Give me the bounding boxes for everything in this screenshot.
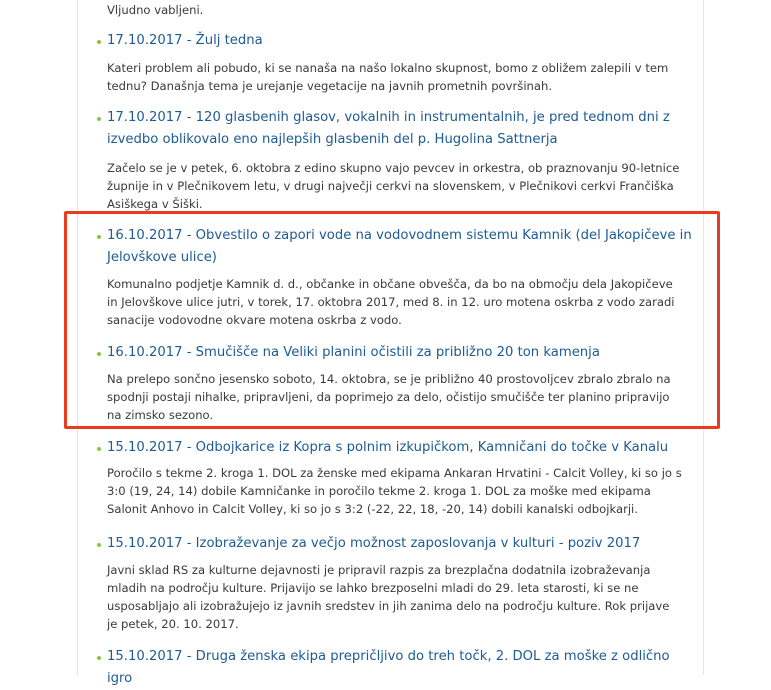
news-summary bbox=[107, 275, 697, 329]
summary-line: na zimsko sezono. bbox=[107, 408, 214, 422]
summary-line: Začelo se je v petek, 6. oktobra z edino skupno vajo pevcev in orkestra, ob praznovanju 90-letnice bbox=[107, 161, 680, 175]
news-title-link[interactable] bbox=[107, 437, 697, 459]
summary-line: je petek, 20. 10. 2017. bbox=[107, 617, 239, 631]
news-date: 15.10.2017 bbox=[107, 536, 183, 551]
news-date: 16.10.2017 bbox=[107, 228, 183, 243]
summary-line: Javni sklad RS za kulturne dejavnosti je pripravil razpis za brezplačna dodatnila izobraževanja bbox=[107, 563, 651, 577]
summary-line: Komunalno podjetje Kamnik d. d., občanke in občane obvešča, da bo na območju dela Jakopičeve bbox=[107, 277, 673, 291]
news-title-line: Izobraževanje za večjo možnost zaposlovanja v kulturi - poziv 2017 bbox=[195, 536, 641, 551]
summary-line: župnije in v Plečnikovem letu, v drugi največji cerkvi na slovenskem, v Plečnikovi cerkvi Frančiška bbox=[107, 179, 674, 193]
news-title-line: Odbojkarice iz Kopra s polnim izkupičkom, Kamničani do točke v Kanalu bbox=[195, 440, 669, 455]
news-date: 15.10.2017 bbox=[107, 440, 183, 455]
summary-line: usposabljajo ali izobražujejo iz javnih sredstev in jih zanima delo na področju kulture. Rok prijave bbox=[107, 599, 670, 613]
summary-line: Na prelepo sončno jesensko soboto, 14. oktobra, se je približno 40 prostovoljcev zbralo zbralo na bbox=[107, 372, 671, 386]
title-separator: - bbox=[182, 228, 196, 243]
news-summary bbox=[107, 159, 697, 213]
summary-line: Poročilo s tekme 2. kroga 1. DOL za ženske med ekipama Ankaran Hrvatini - Calcit Volley, ki so jo s bbox=[107, 466, 682, 480]
news-date: 17.10.2017 bbox=[107, 110, 183, 125]
summary-line: mladih na področju kulture. Prijavijo se lahko brezposelni mladi do 29. leta starosti, ki se ne bbox=[107, 581, 639, 595]
news-title-link[interactable] bbox=[107, 342, 697, 364]
news-date: 16.10.2017 bbox=[107, 345, 183, 360]
bullet-icon bbox=[97, 447, 101, 451]
news-title-line: Jelovškove ulice) bbox=[107, 250, 217, 265]
bullet-icon bbox=[97, 40, 101, 44]
bullet-icon bbox=[97, 235, 101, 239]
news-title-link[interactable] bbox=[107, 107, 697, 151]
news-column bbox=[77, 0, 704, 686]
summary-line: Kateri problem ali pobudo, ki se nanaša na našo lokalno skupnost, bomo z obližem zalepili v tem bbox=[107, 61, 669, 75]
bullet-icon bbox=[97, 117, 101, 121]
summary-line: Salonit Anhovo in Calcit Volley, ki so jo s 3:2 (-22, 22, 18, -20, 14) dobili kanalski odbojkarji. bbox=[107, 502, 638, 516]
news-date: 17.10.2017 bbox=[107, 33, 183, 48]
news-title-line: Obvestilo o zapori vode na vodovodnem sistemu Kamnik (del Jakopičeve in bbox=[195, 228, 692, 243]
news-title-line: izvedbo oblikovalo eno najlepših glasbenih del p. Hugolina Sattnerja bbox=[107, 132, 558, 147]
summary-line: in Jelovškove ulice jutri, v torek, 17. oktobra 2017, med 8. in 12. uro motena oskrba z vodo zaradi bbox=[107, 295, 675, 309]
news-title-line: Druga ženska ekipa prepričljivo do treh točk, 2. DOL za moške z odlično igro bbox=[107, 649, 670, 686]
news-title-link[interactable] bbox=[107, 30, 697, 52]
news-summary bbox=[107, 464, 697, 518]
news-title-line: Smučišče na Veliki planini očistili za približno 20 ton kamenja bbox=[195, 345, 600, 360]
title-separator: - bbox=[182, 536, 196, 551]
previous-item-summary-tail: Vljudno vabljeni. bbox=[107, 3, 204, 17]
news-title-link[interactable] bbox=[107, 533, 697, 555]
news-title-line: Žulj tedna bbox=[195, 33, 263, 48]
news-title-link[interactable] bbox=[107, 225, 697, 269]
bullet-icon bbox=[97, 543, 101, 547]
summary-line: spodnji postaji nihalke, pripravljeni, da poprimejo za delo, očistijo smučišče ter planino pripravijo bbox=[107, 390, 670, 404]
title-separator: - bbox=[182, 440, 196, 455]
news-summary bbox=[107, 370, 697, 424]
bullet-icon bbox=[97, 352, 101, 356]
news-title-link[interactable] bbox=[107, 646, 697, 690]
title-separator: - bbox=[182, 649, 196, 664]
summary-line: 3:0 (19, 24, 14) dobile Kamničanke in poročilo tekme 2. kroga 1. DOL za moške med ekipama bbox=[107, 484, 651, 498]
title-separator: - bbox=[182, 33, 196, 48]
news-title-line: 120 glasbenih glasov, vokalnih in instrumentalnih, je pred tednom dni z bbox=[195, 110, 670, 125]
summary-line: sanacije vodovodne okvare motena oskrba z vodo. bbox=[107, 313, 402, 327]
bullet-icon bbox=[97, 656, 101, 660]
summary-line: tednu? Današnja tema je urejanje vegetacije na javnih prometnih površinah. bbox=[107, 79, 553, 93]
title-separator: - bbox=[182, 345, 196, 360]
news-summary bbox=[107, 59, 697, 95]
title-separator: - bbox=[182, 110, 196, 125]
summary-line: Asiškega v Šiški. bbox=[107, 197, 203, 211]
news-summary bbox=[107, 561, 697, 633]
news-date: 15.10.2017 bbox=[107, 649, 183, 664]
page-left-margin bbox=[0, 0, 77, 675]
